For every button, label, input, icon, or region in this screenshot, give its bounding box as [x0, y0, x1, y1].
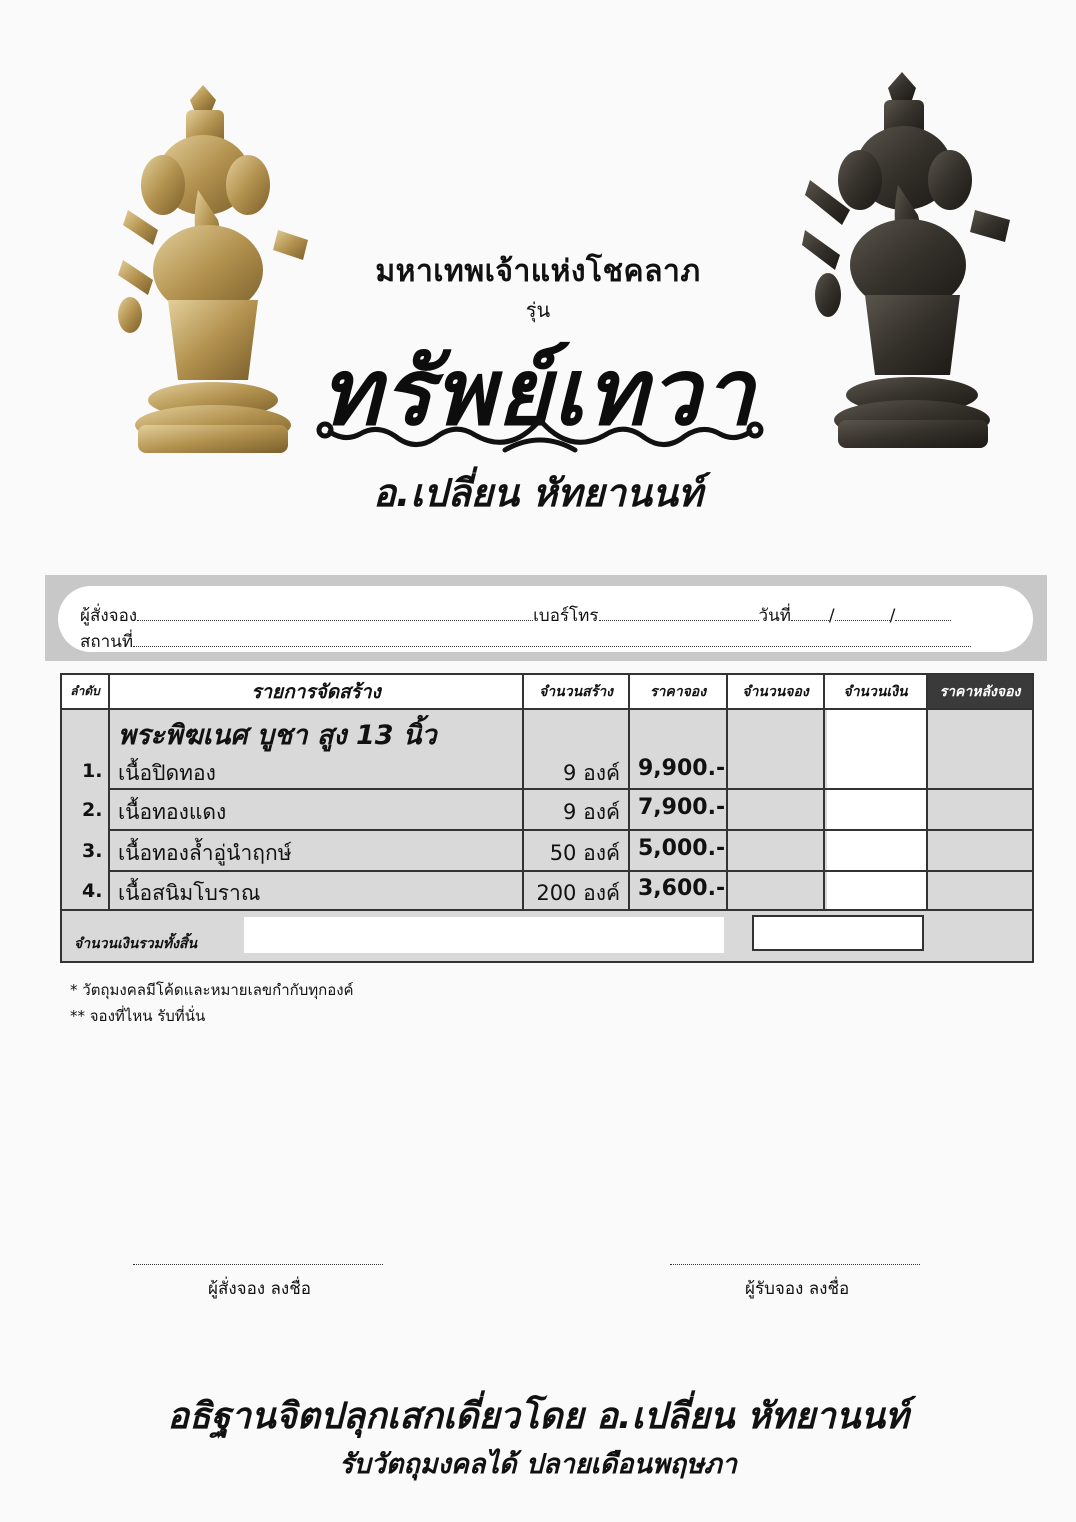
- row-3-item: เนื้อทองล้ำอู่นำฤกษ์: [118, 841, 292, 865]
- row-3-price: 5,000.-: [638, 836, 726, 861]
- model-label: รุ่น: [525, 298, 551, 322]
- header-after-price: ราคาหลังจอง: [928, 675, 1032, 708]
- date-day-field[interactable]: [791, 606, 829, 621]
- date-month-field[interactable]: [835, 606, 890, 621]
- row-4-price: 3,600.-: [638, 876, 726, 901]
- header-amount: จำนวนเงิน: [825, 675, 928, 708]
- row-2-item: เนื้อทองแดง: [118, 800, 227, 824]
- note-2: ** จองที่ไหน รับที่นั่น: [70, 1007, 206, 1025]
- product-group-title: พระพิฆเนศ บูชา สูง 13 นิ้ว: [118, 720, 437, 751]
- footer-consecration-text: อธิฐานจิตปลุกเสกเดี่ยวโดย อ.เปลี่ยน หัทยานนท์: [167, 1396, 909, 1437]
- total-amount-field[interactable]: [752, 915, 924, 951]
- row-1-price: 9,900.-: [638, 756, 726, 781]
- row-1-item: เนื้อปิดทอง: [118, 761, 216, 785]
- total-words-field[interactable]: [244, 917, 724, 953]
- date-separator-2: /: [889, 606, 896, 626]
- receiver-signature-label: ผู้รับจอง ลงชื่อ: [745, 1279, 850, 1299]
- amount-cell-1[interactable]: [827, 710, 926, 788]
- orderer-info-line-2: [80, 628, 971, 655]
- row-1-no: 1.: [82, 760, 103, 782]
- address-field[interactable]: [133, 632, 971, 647]
- receiver-signature-line[interactable]: [670, 1264, 920, 1265]
- footer-pickup-text: รับวัตถุมงคลได้ ปลายเดือนพฤษภา: [339, 1449, 737, 1480]
- row-1-qty: 9 องค์: [563, 761, 620, 785]
- orderer-signature-line[interactable]: [133, 1264, 383, 1265]
- orderer-info-line-1: [80, 602, 951, 629]
- row-2-no: 2.: [82, 799, 103, 821]
- orderer-name-field[interactable]: [137, 606, 533, 621]
- phone-field[interactable]: [599, 606, 759, 621]
- subtitle: มหาเทพเจ้าแห่งโชคลาภ: [375, 254, 701, 289]
- header-item: รายการจัดสร้าง: [110, 675, 524, 708]
- row-2-price: 7,900.-: [638, 795, 726, 820]
- row-3-no: 3.: [82, 840, 103, 862]
- phone-label: เบอร์โทร: [533, 606, 599, 626]
- table-header-row: [62, 675, 1032, 710]
- row-4-qty: 200 องค์: [536, 881, 620, 905]
- date-year-field[interactable]: [895, 606, 951, 621]
- ornament-flourish: [305, 410, 775, 460]
- note-1: * วัตถุมงคลมีโค้ดและหมายเลขกำกับทุกองค์: [70, 981, 354, 999]
- orderer-signature-label: ผู้สั่งจอง ลงชื่อ: [208, 1279, 311, 1299]
- row-4-no: 4.: [82, 880, 103, 902]
- total-label: จำนวนเงินรวมทั้งสิ้น: [74, 936, 198, 952]
- amount-cell-4[interactable]: [827, 872, 926, 909]
- date-separator-1: /: [828, 606, 835, 626]
- row-4-item: เนื้อสนิมโบราณ: [118, 881, 261, 905]
- header-build-qty: จำนวนสร้าง: [524, 675, 630, 708]
- row-2-qty: 9 องค์: [563, 800, 620, 824]
- orderer-label: ผู้สั่งจอง: [80, 606, 138, 626]
- header-no: ลำดับ: [62, 675, 110, 708]
- header-reserve-qty: จำนวนจอง: [728, 675, 825, 708]
- order-table: [60, 673, 1034, 963]
- amount-cell-3[interactable]: [827, 831, 926, 870]
- main-title: ทรัพย์เทวา: [319, 338, 757, 446]
- address-label: สถานที่: [80, 632, 134, 652]
- date-label: วันที่: [758, 606, 791, 626]
- amount-cell-2[interactable]: [827, 790, 926, 829]
- header-reserve-price: ราคาจอง: [630, 675, 728, 708]
- author-name: อ.เปลี่ยน หัทยานนท์: [373, 471, 703, 515]
- row-3-qty: 50 องค์: [549, 841, 620, 865]
